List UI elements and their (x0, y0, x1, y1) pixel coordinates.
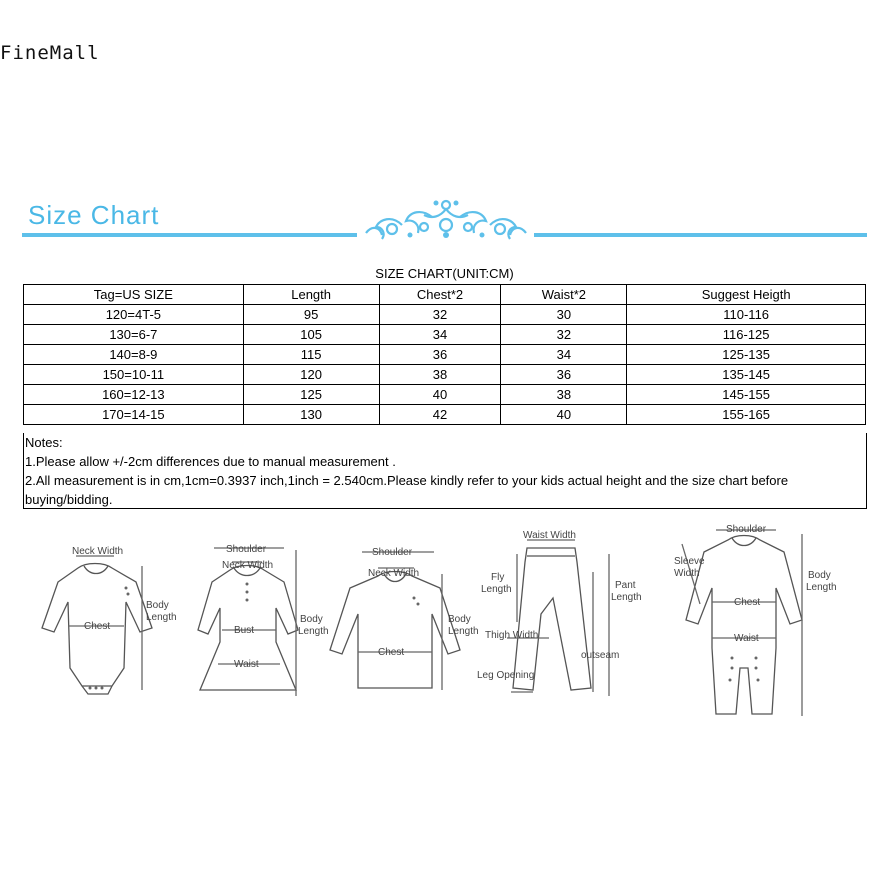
cell-length: 105 (243, 325, 379, 345)
label-chest: Chest (378, 647, 405, 658)
cell-tag: 130=6-7 (24, 325, 244, 345)
ornament-icon (362, 195, 530, 243)
label-length: Length (146, 612, 177, 623)
cell-waist: 36 (501, 365, 627, 385)
header-height: Suggest Heigth (627, 285, 866, 305)
cell-tag: 160=12-13 (24, 385, 244, 405)
cell-length: 95 (243, 305, 379, 325)
header-tag: Tag=US SIZE (24, 285, 244, 305)
shirt-diagram (322, 518, 492, 718)
label-length: Length (806, 582, 837, 593)
cell-tag: 170=14-15 (24, 405, 244, 425)
cell-chest: 40 (379, 385, 501, 405)
label-thigh-width: Thigh Width (485, 630, 539, 641)
label-neck-width: Neck Width (222, 560, 274, 571)
label-sleeve: Sleeve (674, 556, 705, 567)
bodysuit-diagram (28, 518, 188, 718)
header-chest: Chest*2 (379, 285, 501, 305)
header-length: Length (243, 285, 379, 305)
label-length: Length (448, 626, 479, 637)
label-outseam: outseam (581, 650, 620, 661)
cell-height: 116-125 (627, 325, 866, 345)
label-waist: Waist (734, 633, 759, 644)
cell-waist: 32 (501, 325, 627, 345)
table-header-row (24, 285, 866, 305)
banner-line-right (534, 233, 867, 237)
romper-diagram (652, 518, 852, 718)
cell-chest: 34 (379, 325, 501, 345)
label-chest: Chest (734, 597, 761, 608)
cell-height: 110-116 (627, 305, 866, 325)
cell-height: 155-165 (627, 405, 866, 425)
label-shoulder: Shoulder (726, 524, 767, 535)
size-chart-caption: SIZE CHART(UNIT:CM) (375, 266, 514, 281)
cell-chest: 32 (379, 305, 501, 325)
table-row (24, 305, 866, 325)
cell-height: 135-145 (627, 365, 866, 385)
label-pant-length: Length (611, 592, 642, 603)
notes-line-2-cont: buying/bidding. (25, 492, 113, 507)
cell-waist: 40 (501, 405, 627, 425)
label-body: Body (448, 614, 471, 625)
label-fly: Fly (491, 572, 505, 583)
cell-length: 125 (243, 385, 379, 405)
cell-length: 115 (243, 345, 379, 365)
label-neck-width: Neck Width (72, 546, 124, 557)
cell-waist: 34 (501, 345, 627, 365)
cell-tag: 150=10-11 (24, 365, 244, 385)
cell-tag: 120=4T-5 (24, 305, 244, 325)
cell-tag: 140=8-9 (24, 345, 244, 365)
label-body: Body (300, 614, 323, 625)
brand-name: FineMall (0, 42, 100, 64)
banner-title: Size Chart (28, 200, 160, 230)
notes-title: Notes: (25, 435, 63, 450)
notes-line-1: 1.Please allow +/-2cm differences due to manual measurement . (25, 454, 396, 469)
label-shoulder: Shoulder (226, 544, 267, 555)
label-chest: Chest (84, 621, 111, 632)
header-waist: Waist*2 (501, 285, 627, 305)
cell-height: 145-155 (627, 385, 866, 405)
table-row (24, 385, 866, 405)
cell-chest: 42 (379, 405, 501, 425)
measurement-diagrams (22, 518, 867, 733)
pants-diagram (477, 518, 647, 718)
label-body: Body (146, 600, 169, 611)
size-table (23, 284, 866, 425)
cell-waist: 38 (501, 385, 627, 405)
label-body: Body (808, 570, 831, 581)
banner-line-left (22, 233, 357, 237)
cell-chest: 36 (379, 345, 501, 365)
cell-height: 125-135 (627, 345, 866, 365)
label-shoulder: Shoulder (372, 547, 413, 558)
cell-chest: 38 (379, 365, 501, 385)
label-waist: Waist (234, 659, 259, 670)
size-chart-banner (22, 195, 867, 245)
cell-length: 120 (243, 365, 379, 385)
notes-box (23, 433, 867, 509)
table-row (24, 345, 866, 365)
label-neck-width: Neck Width (368, 568, 420, 579)
table-row (24, 405, 866, 425)
table-row (24, 325, 866, 345)
label-sleeve-width: Width (674, 568, 700, 579)
cell-length: 130 (243, 405, 379, 425)
label-pant: Pant (615, 580, 636, 591)
label-bust: Bust (234, 625, 255, 636)
label-length: Length (298, 626, 329, 637)
label-fly-length: Length (481, 584, 512, 595)
notes-line-2: 2.All measurement is in cm,1cm=0.3937 inch,1inch = 2.540cm.Please kindly refer to your kids actual height and the size chart before (25, 473, 789, 488)
label-leg-opening: Leg Opening (477, 670, 535, 681)
table-row (24, 365, 866, 385)
label-waist-width: Waist Width (523, 530, 576, 541)
dress-diagram (192, 518, 332, 718)
cell-waist: 30 (501, 305, 627, 325)
